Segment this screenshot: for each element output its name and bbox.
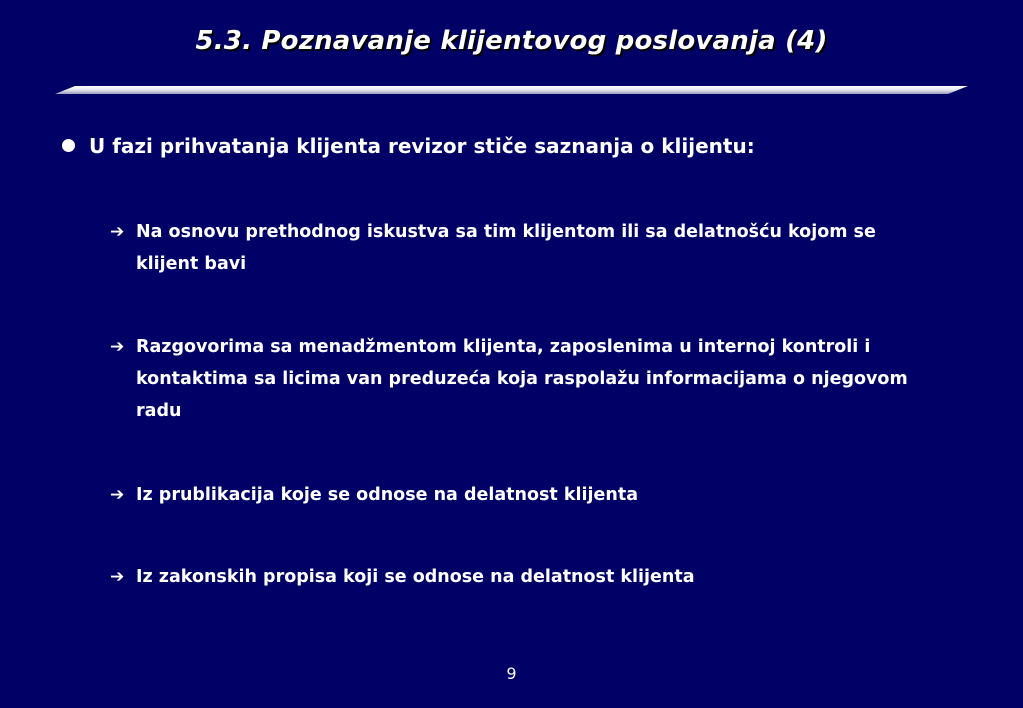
arrow-right-icon: ➔ (110, 567, 125, 587)
sub-item (110, 331, 930, 427)
sub-item-text: Iz zakonskih propisa koji se odnose na delatnost klijenta (136, 567, 695, 587)
arrow-right-icon: ➔ (110, 222, 125, 242)
sub-item (110, 479, 930, 511)
sub-item (110, 216, 930, 280)
sub-item (110, 561, 930, 593)
sub-item-text: Razgovorima sa menadžmentom klijenta, zaposlenima u internoj kontroli i kontaktima sa licima van preduzeća koja raspolažu informacijama o njegovom radu (136, 337, 908, 421)
main-bullet-text: U fazi prihvatanja klijenta revizor stiče saznanja o klijentu: (89, 134, 755, 158)
arrow-right-icon: ➔ (110, 337, 125, 357)
title-divider (55, 86, 968, 94)
bullet-dot-icon (62, 139, 75, 152)
main-bullet (62, 134, 755, 158)
arrow-right-icon: ➔ (110, 485, 125, 505)
page-number: 9 (506, 664, 517, 683)
slide-title: 5.3. Poznavanje klijentovog poslovanja (4) (195, 26, 828, 56)
sub-item-text: Iz prublikacija koje se odnose na delatnost klijenta (136, 485, 639, 505)
sub-item-text: Na osnovu prethodnog iskustva sa tim klijentom ili sa delatnošću kojom se klijent bavi (136, 222, 876, 274)
